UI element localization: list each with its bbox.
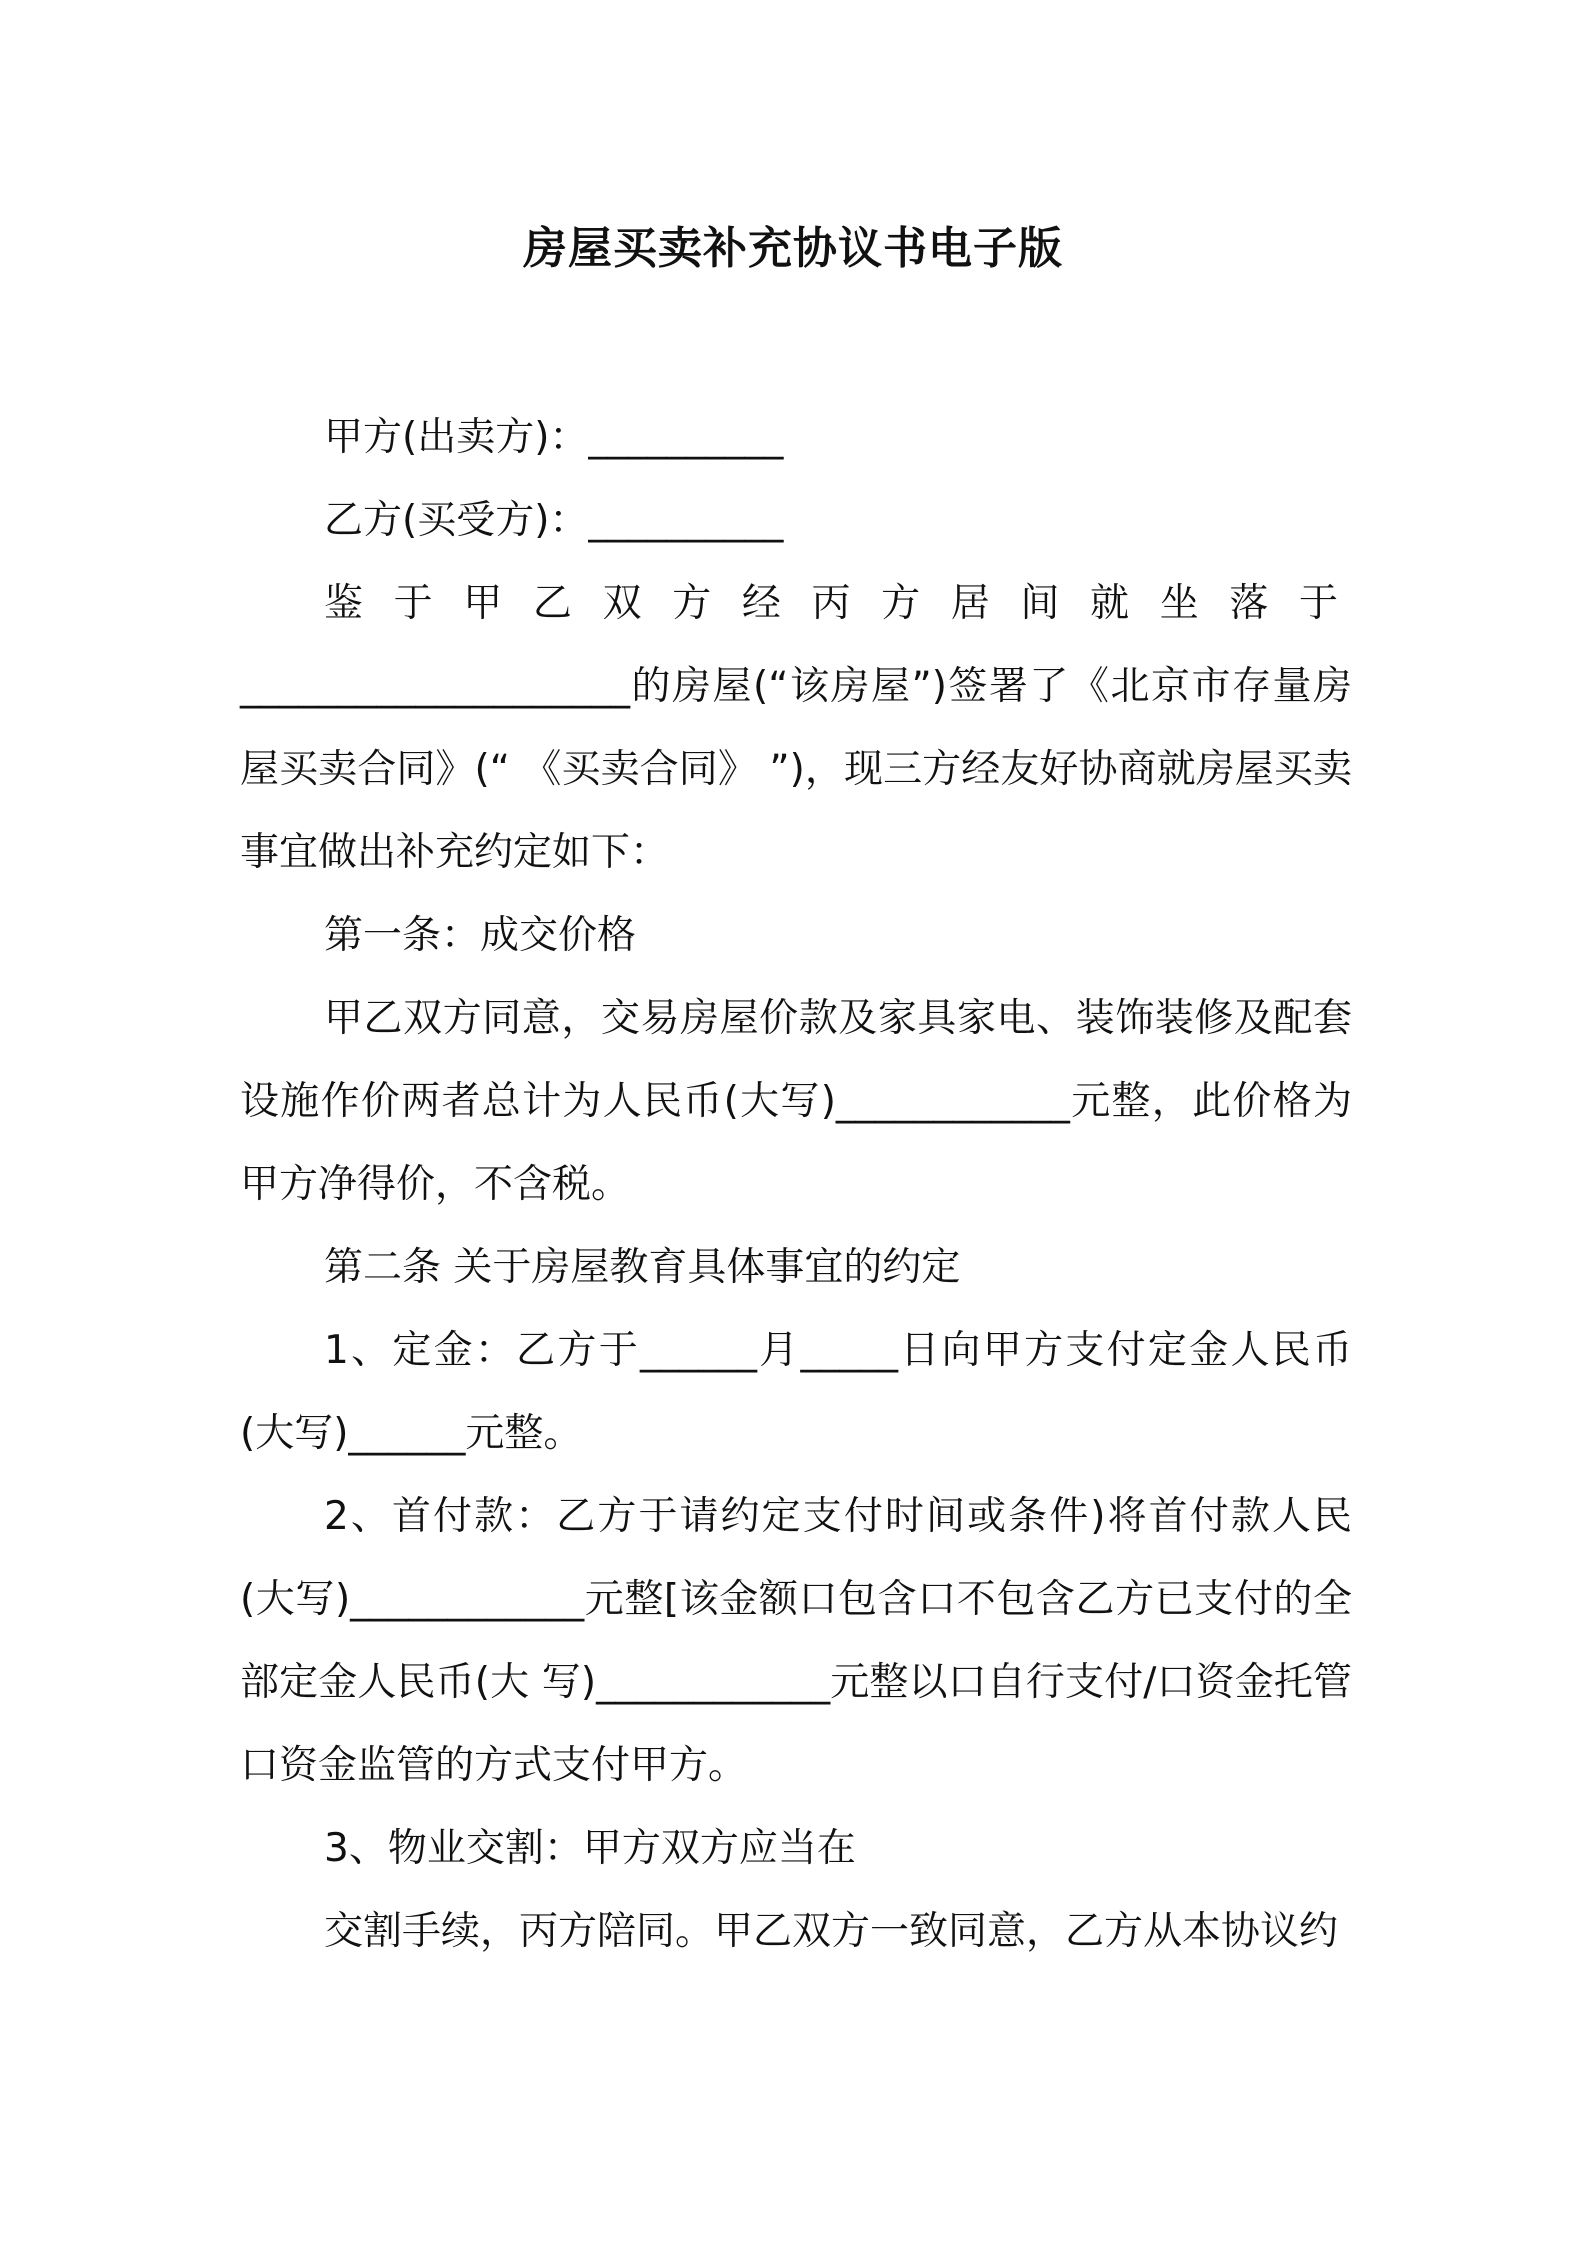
party-a-line: 甲方(出卖方)：__________ [324,415,784,460]
article-1-heading: 第一条：成交价格 [324,913,637,958]
preamble-first-line: 鉴于甲乙双方经丙方居间就坐落于 [324,581,1352,626]
document-body [240,396,1352,1973]
preamble-paragraph: ____________________的房屋(“该房屋”)签署了《北京市存量房屋买卖合同》(“ 《买卖合同》 ”)，现三方经友好协商就房屋买卖事宜做出补充约定如下： [240,664,1352,875]
document-title: 房屋买卖补充协议书电子版 [523,223,1063,274]
article-1-text: 甲乙双方同意，交易房屋价款及家具家电、装饰装修及配套设施作价两者总计为人民币(大写)____________元整，此价格为甲方净得价，不含税。 [240,996,1352,1207]
party-b-line: 乙方(买受方)：__________ [324,498,784,543]
article-2-item-3-continued: 交割手续，丙方陪同。甲乙双方一致同意，乙方从本协议约 [324,1909,1339,1954]
article-2-heading: 第二条 关于房屋教育具体事宜的约定 [324,1245,961,1290]
article-2-item-2: 2、首付款：乙方于请约定支付时间或条件)将首付款人民(大写)____________元整[该金额口包含口不包含乙方已支付的全部定金人民币(大 写)____________元整以口自行支付/口资金托管口资金监管的方式支付甲方。 [240,1494,1352,1788]
article-2-item-1: 1、定金：乙方于______月_____日向甲方支付定金人民币(大写)______元整。 [240,1328,1352,1456]
article-2-item-3: 3、物业交割：甲方双方应当在 [324,1826,856,1871]
